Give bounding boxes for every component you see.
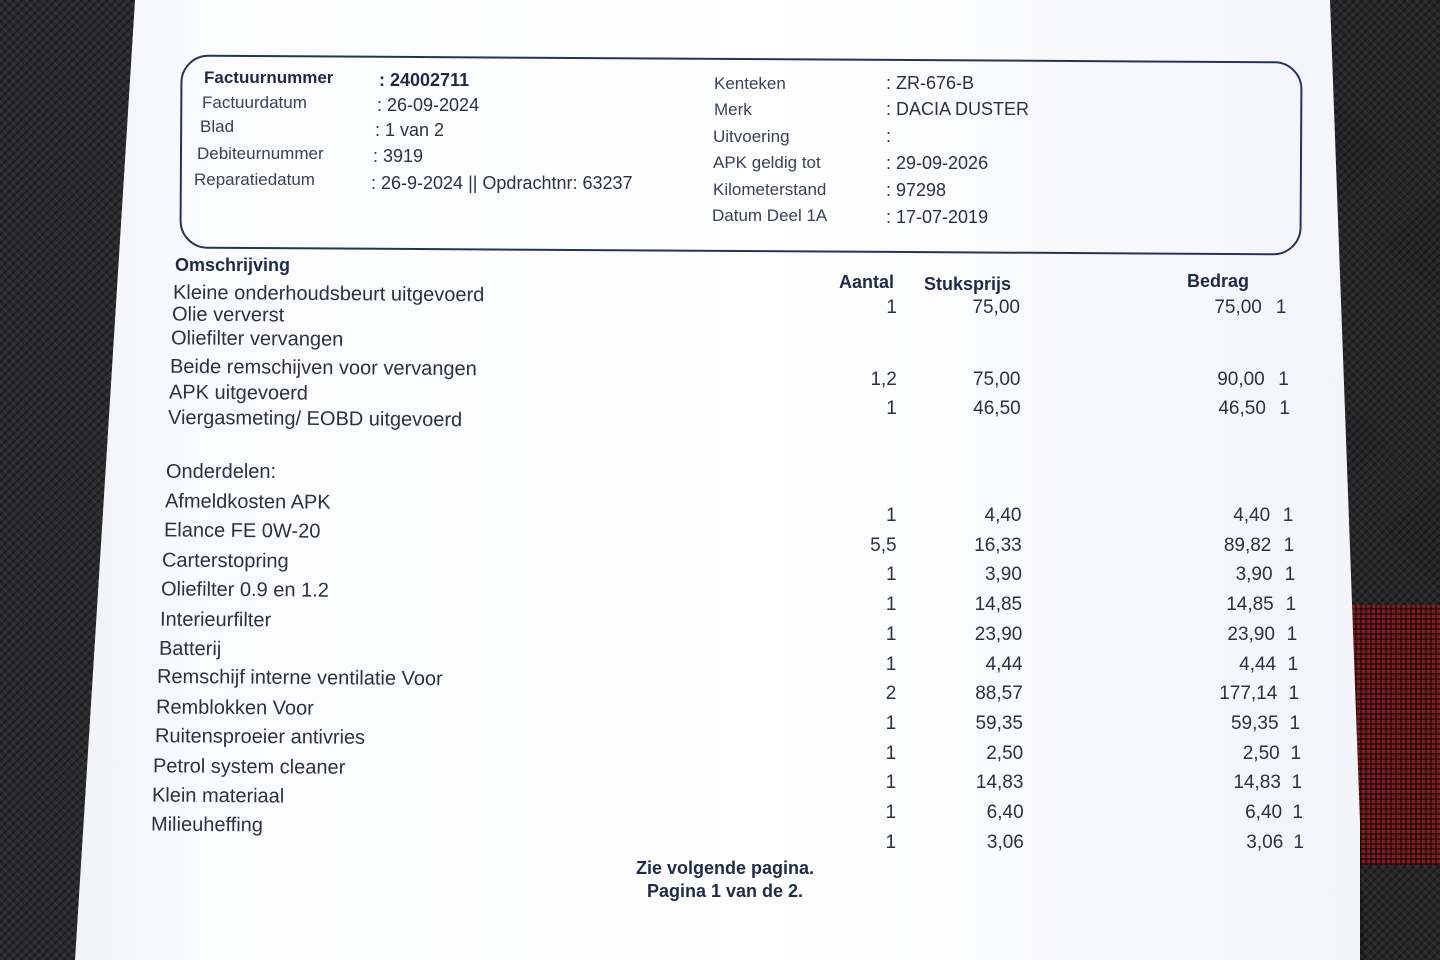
line-description: Carterstopring: [162, 549, 290, 573]
line-unit-price: 3,90: [984, 564, 1022, 586]
line-quantity: 1: [885, 564, 897, 586]
line-quantity: 1: [885, 772, 897, 794]
line-unit-price: 4,44: [985, 653, 1023, 675]
apk-value: : 29-09-2026: [886, 153, 989, 173]
line-description: Oliefilter 0.9 en 1.2: [161, 578, 330, 602]
mileage-value: : 97298: [886, 180, 947, 200]
plate-label: Kenteken: [714, 74, 786, 93]
page-value: : 1 van 2: [375, 120, 445, 140]
line-description: APK uitgevoerd: [168, 381, 309, 405]
parts-heading: Onderdelen:: [166, 461, 277, 483]
line-vat-code: 1: [1285, 594, 1297, 616]
line-amount: 46,50: [1218, 398, 1266, 419]
line-vat-code: 1: [1279, 398, 1290, 419]
line-amount: 2,50: [1242, 742, 1280, 764]
line-description: Ruitensproeier antivries: [154, 725, 365, 750]
part1a-value: : 17-07-2019: [886, 207, 989, 227]
line-description: Oliefilter vervangen: [170, 327, 344, 351]
line-description: Afmeldkosten APK: [164, 490, 331, 514]
mileage-label: Kilometerstand: [713, 180, 827, 199]
col-unit-price-header: Stuksprijs: [924, 274, 1012, 294]
line-description: Kleine onderhoudsbeurt uitgevoerd: [172, 281, 485, 307]
line-unit-price: 46,50: [973, 398, 1021, 419]
line-amount: 90,00: [1217, 369, 1265, 390]
line-amount: 6,40: [1245, 802, 1283, 823]
line-vat-code: 1: [1290, 742, 1302, 764]
line-description: Petrol system cleaner: [153, 754, 346, 779]
col-quantity-header: Aantal: [839, 272, 895, 292]
line-vat-code: 1: [1284, 564, 1296, 586]
line-amount: 14,85: [1226, 594, 1274, 616]
line-description: Elance FE 0W-20: [163, 519, 321, 544]
page-of-note: Pagina 1 van de 2.: [646, 881, 804, 901]
line-unit-price: 2,50: [986, 742, 1024, 764]
line-unit-price: 59,35: [975, 712, 1023, 734]
brand-label: Merk: [714, 100, 752, 119]
line-amount: 14,83: [1233, 772, 1281, 794]
line-quantity: 1: [885, 802, 897, 823]
line-vat-code: 1: [1288, 683, 1300, 705]
plate-value: : ZR-676-B: [886, 73, 975, 93]
line-quantity: 1: [885, 623, 897, 645]
line-vat-code: 1: [1292, 802, 1303, 823]
line-quantity: 1: [885, 712, 897, 734]
line-unit-price: 75,00: [972, 297, 1020, 318]
line-unit-price: 6,40: [986, 802, 1024, 823]
line-unit-price: 88,57: [975, 683, 1023, 705]
line-vat-code: 1: [1289, 712, 1301, 734]
invoice-date-label: Factuurdatum: [202, 93, 307, 112]
line-description: Batterij: [158, 637, 221, 661]
line-description: Beide remschijven voor vervangen: [169, 355, 477, 381]
line-unit-price: 14,83: [975, 772, 1024, 794]
line-vat-code: 1: [1293, 831, 1304, 853]
part1a-label: Datum Deel 1A: [712, 206, 828, 225]
line-description: Interieurfilter: [159, 608, 272, 632]
col-description-header: Omschrijving: [175, 255, 291, 275]
line-unit-price: 14,85: [974, 594, 1023, 616]
line-vat-code: 1: [1278, 369, 1289, 390]
invoice-date: : 26-09-2024: [377, 95, 480, 115]
line-amount: 3,90: [1235, 564, 1273, 586]
line-quantity: 2: [885, 683, 897, 705]
line-vat-code: 1: [1286, 623, 1298, 645]
line-vat-code: 1: [1287, 653, 1299, 675]
line-quantity: 1: [885, 742, 897, 764]
line-unit-price: 3,06: [986, 831, 1024, 853]
version-label: Uitvoering: [713, 127, 790, 146]
line-amount: 89,82: [1223, 534, 1272, 556]
line-quantity: 1,2: [870, 369, 897, 390]
line-description: Olie ververst: [171, 303, 285, 327]
line-quantity: 1: [886, 505, 897, 526]
line-description: Milieuheffing: [150, 813, 263, 837]
line-amount: 75,00: [1214, 297, 1262, 318]
line-vat-code: 1: [1291, 772, 1303, 794]
apk-label: APK geldig tot: [713, 153, 821, 172]
line-vat-code: 1: [1275, 297, 1287, 318]
line-unit-price: 75,00: [972, 369, 1021, 390]
line-quantity: 1: [885, 653, 897, 675]
debtor-label: Debiteurnummer: [197, 144, 324, 163]
line-amount: 23,90: [1227, 623, 1275, 645]
line-unit-price: 4,40: [984, 505, 1022, 526]
next-page-note: Zie volgende pagina.: [635, 858, 815, 878]
line-description: Remblokken Voor: [155, 696, 314, 720]
repair-date-label: Reparatiedatum: [194, 170, 315, 189]
line-description: Viergasmeting/ EOBD uitgevoerd: [167, 406, 463, 432]
debtor-number: : 3919: [373, 146, 424, 166]
repair-date: : 26-9-2024 || Opdrachtnr: 63237: [371, 173, 633, 193]
line-amount: 59,35: [1230, 712, 1279, 734]
line-quantity: 1: [886, 297, 897, 318]
line-description: Klein materiaal: [151, 784, 285, 808]
line-unit-price: 16,33: [974, 534, 1022, 556]
line-quantity: 5,5: [870, 534, 897, 556]
page-label: Blad: [200, 117, 235, 136]
invoice-number: : 24002711: [379, 70, 470, 90]
version-value: :: [886, 126, 892, 146]
line-amount: 177,14: [1219, 683, 1278, 705]
line-vat-code: 1: [1283, 534, 1295, 556]
col-amount-header: Bedrag: [1187, 271, 1250, 291]
line-description: Remschijf interne ventilatie Voor: [157, 666, 443, 691]
line-amount: 3,06: [1246, 831, 1284, 853]
line-quantity: 1: [886, 398, 897, 419]
line-unit-price: 23,90: [974, 623, 1023, 645]
line-amount: 4,40: [1233, 505, 1271, 526]
line-quantity: 1: [885, 594, 897, 616]
brand-value: : DACIA DUSTER: [886, 99, 1030, 119]
invoice-number-label: Factuurnummer: [204, 68, 334, 87]
line-vat-code: 1: [1282, 505, 1294, 526]
line-quantity: 1: [885, 831, 897, 853]
line-amount: 4,44: [1239, 653, 1277, 675]
